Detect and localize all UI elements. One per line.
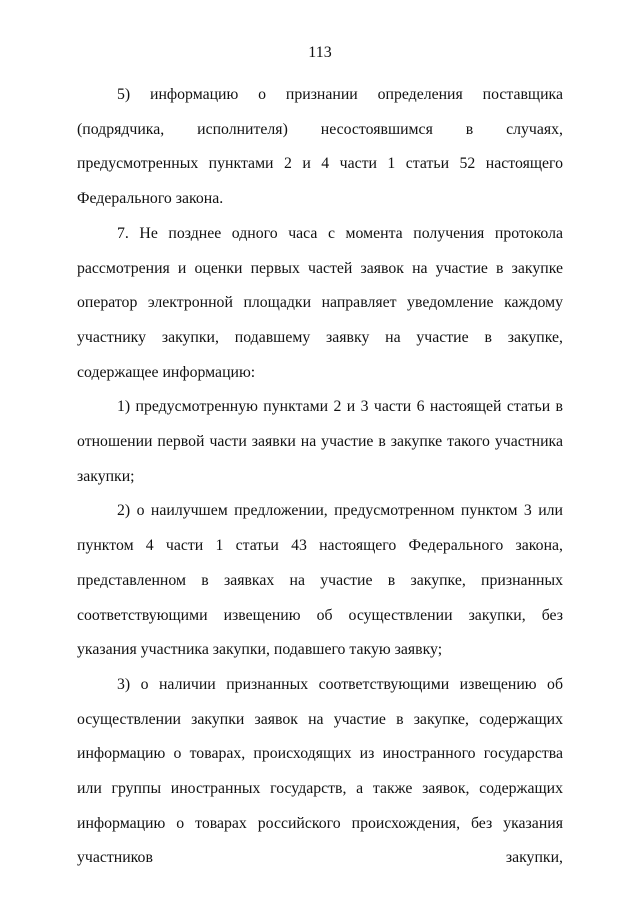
paragraph-item-1: 1) предусмотренную пунктами 2 и 3 части 6 настоящей статьи в отношении первой части заявки на участие в закупке такого участника закупки; — [77, 398, 563, 485]
paragraph-item-5: 5) информацию о признании определения поставщика (подрядчика, исполнителя) несостоявшимся в случаях, предусмотренных пунктами 2 и 4 части 1 статьи 52 настоящего Федерального закона. — [77, 86, 563, 208]
paragraph-item-3: 3) о наличии признанных соответствующими извещению об осуществлении закупки заявок на участие в закупке, содержащих информацию о товарах, происходящих из иностранного государства или группы иностранных государств, а также заявок, содержащих информацию о товарах российского происхождения, без указания участников закупки, — [77, 675, 563, 867]
paragraph-item-2: 2) о наилучшем предложении, предусмотренном пунктом 3 или пунктом 4 части 1 статьи 43 настоящего Федерального закона, представленном в заявках на участие в закупке, признанных соответствующими извещению об осуществлении закупки, без указания участника закупки, подавшего такую заявку; — [77, 502, 563, 659]
paragraph-section-7: 7. Не позднее одного часа с момента получения протокола рассмотрения и оценки первых частей заявок на участие в закупке оператор электронной площадки направляет уведомление каждому участнику закупки, подавшему заявку на участие в закупке, содержащее информацию: — [77, 224, 563, 381]
page-number: 113 — [308, 44, 332, 61]
document-body — [77, 78, 563, 876]
